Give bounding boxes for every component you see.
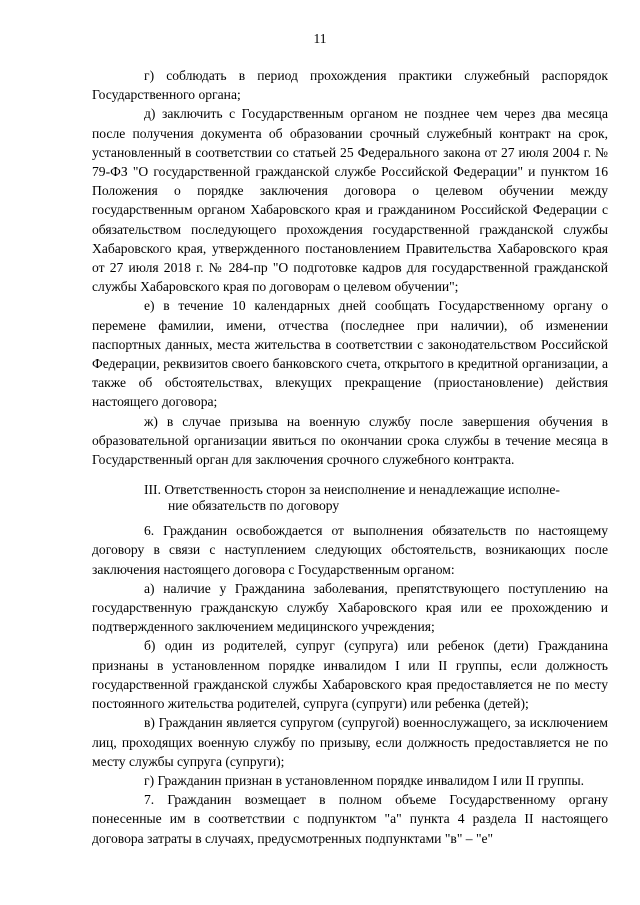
paragraph-item-d: д) заключить с Государственным органом не позднее чем через два месяца после получения документа об образовании срочный служебный контракт на срок, установленный в соответствии со статьей 25 Федерального закона от 27 июля 2004 г. № 79-ФЗ "О государственной гражданской службе Российской Федерации" и пунктом 16 Положения о порядке заключения договора о целевом обучении между государственным органом Хабаровского края и гражданином Российской Федерации с обязательством последующего прохождения государственной гражданской службы Хабаровского края, утвержденного постановлением Правительства Хабаровского края от 27 июля 2018 г. № 284-пр "О подготовке кадров для государственной гражданской службы Хабаровского края по договорам о целевом обучении"; [92,106,608,295]
paragraph-clause-6-b: б) один из родителей, супруг (супруга) или ребенок (дети) Гражданина признаны в установленном порядке инвалидом I или II группы, если должность государственной гражданской службы Хабаровского края предоставляется не по месту постоянного жительства родителей, супруга (супруги) или ребенка (детей); [92,638,608,712]
section-heading-line-2: ние обязательств по договору [168,498,340,514]
document-body [92,66,608,848]
paragraph-clause-6-a: а) наличие у Гражданина заболевания, препятствующего поступлению на государственную гражданскую службу Хабаровского края или ее прохождению и подтвержденного заключением медицинского учреждения; [92,580,608,635]
paragraph-clause-6-g: г) Гражданин признан в установленном порядке инвалидом I или II группы. [144,772,584,788]
paragraph-clause-6: 6. Гражданин освобождается от выполнения обязательств по настоящему договору в связи с наступлением следующих обстоятельств, возникающих после заключения настоящего договора с Государственным органом: [92,523,608,577]
paragraph-item-zh: ж) в случае призыва на военную службу после завершения обучения в образовательной организации явиться по окончании срока службы в течение месяца в Государственный орган для заключения срочного служебного контракта. [92,413,608,468]
paragraph-clause-6-v: в) Гражданин является супругом (супругой) военнослужащего, за исключением лиц, проходящих военную службу по призыву, если должность предоставляется не по месту службы супруга (супруги); [92,715,608,769]
section-heading-line-1: III. Ответственность сторон за неисполнение и ненадлежащие исполне- [144,482,560,498]
paragraph-item-e: е) в течение 10 календарных дней сообщать Государственному органу о перемене фамилии, имени, отчества (последнее при наличии), об изменении паспортных данных, места жительства в соответствии с законодательством Российской Федерации, реквизитов своего банковского счета, открытого в кредитной организации, а также об обстоятельствах, влекущих прекращение (приостановление) действия настоящего договора; [92,298,608,410]
paragraph-clause-7: 7. Гражданин возмещает в полном объеме Государственному органу понесенные им в соответствии с подпунктом "а" пункта 4 раздела II настоящего договора затраты в случаях, предусмотренных подпунктами "в" – "е" [92,792,608,846]
page-number: 11 [313,31,327,46]
paragraph-item-g: г) соблюдать в период прохождения практики служебный распорядок Государственного органа; [92,68,608,103]
section-heading-iii [92,482,608,514]
